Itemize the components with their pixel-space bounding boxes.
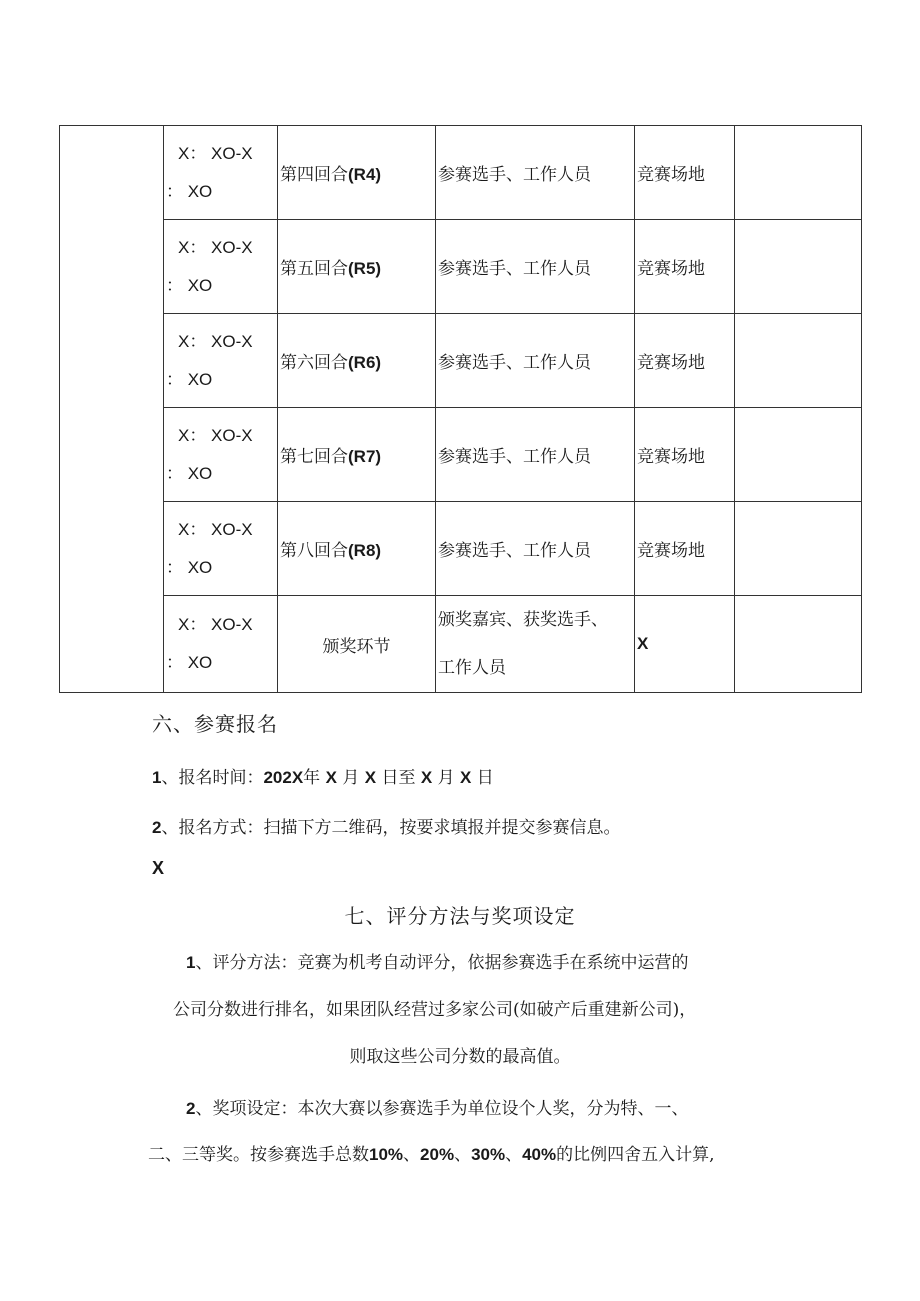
registration-method: 2、报名方式：扫描下方二维码，按要求填报并提交参赛信息。 bbox=[152, 818, 621, 838]
time-cell: X： XO-X ： XO bbox=[164, 126, 278, 220]
table-row bbox=[60, 314, 862, 408]
award-setting-line1: 2、奖项设定：本次大赛以参赛选手为单位设个人奖，分为特、一、 bbox=[186, 1099, 689, 1119]
time-cell: X： XO-X ： XO bbox=[164, 314, 278, 408]
participants-cell: 参赛选手、工作人员 bbox=[436, 502, 635, 596]
scoring-method-line3: 则取这些公司分数的最高值。 bbox=[349, 1047, 571, 1067]
table-row bbox=[60, 408, 862, 502]
merged-date-cell bbox=[60, 126, 164, 693]
venue-cell: 竞赛场地 bbox=[635, 314, 735, 408]
table-row bbox=[60, 502, 862, 596]
participants-cell: 参赛选手、工作人员 bbox=[436, 408, 635, 502]
time-cell: X： XO-X ： XO bbox=[164, 596, 278, 693]
note-cell bbox=[735, 314, 862, 408]
scoring-method-line2: 公司分数进行排名，如果团队经营过多家公司(如破产后重建新公司)， bbox=[173, 1000, 697, 1020]
section-heading-scoring: 七、评分方法与奖项设定 bbox=[344, 904, 576, 928]
round-cell: 第七回合(R7) bbox=[278, 408, 436, 502]
scoring-method-line1: 1、评分方法：竞赛为机考自动评分，依据参赛选手在系统中运营的 bbox=[186, 953, 689, 973]
round-cell: 第四回合(R4) bbox=[278, 126, 436, 220]
time-cell: X： XO-X ： XO bbox=[164, 502, 278, 596]
venue-cell: X bbox=[635, 596, 735, 693]
schedule-table bbox=[59, 125, 862, 693]
round-cell: 第五回合(R5) bbox=[278, 220, 436, 314]
registration-time: 1、报名时间：202X年 X 月 X 日至 X 月 X 日 bbox=[152, 768, 494, 788]
participants-cell: 参赛选手、工作人员 bbox=[436, 126, 635, 220]
participants-cell: 参赛选手、工作人员 bbox=[436, 314, 635, 408]
round-cell: 第八回合(R8) bbox=[278, 502, 436, 596]
venue-cell: 竞赛场地 bbox=[635, 126, 735, 220]
note-cell bbox=[735, 220, 862, 314]
note-cell bbox=[735, 596, 862, 693]
table-row bbox=[60, 126, 862, 220]
note-cell bbox=[735, 408, 862, 502]
time-cell: X： XO-X ： XO bbox=[164, 408, 278, 502]
award-setting-line2: 二、三等奖。按参赛选手总数10%、20%、30%、40%的比例四舍五入计算, bbox=[148, 1145, 715, 1165]
venue-cell: 竞赛场地 bbox=[635, 220, 735, 314]
round-cell: 第六回合(R6) bbox=[278, 314, 436, 408]
note-cell bbox=[735, 126, 862, 220]
venue-cell: 竞赛场地 bbox=[635, 408, 735, 502]
award-session-cell: 颁奖环节 bbox=[278, 596, 436, 693]
section-heading-registration: 六、参赛报名 bbox=[152, 712, 278, 736]
qr-code-placeholder: X bbox=[152, 858, 165, 878]
participants-cell: 参赛选手、工作人员 bbox=[436, 220, 635, 314]
venue-cell: 竞赛场地 bbox=[635, 502, 735, 596]
participants-cell: 颁奖嘉宾、获奖选手、 工作人员 bbox=[436, 596, 635, 693]
table-row-award bbox=[60, 596, 862, 693]
table-row bbox=[60, 220, 862, 314]
time-cell: X： XO-X ： XO bbox=[164, 220, 278, 314]
note-cell bbox=[735, 502, 862, 596]
